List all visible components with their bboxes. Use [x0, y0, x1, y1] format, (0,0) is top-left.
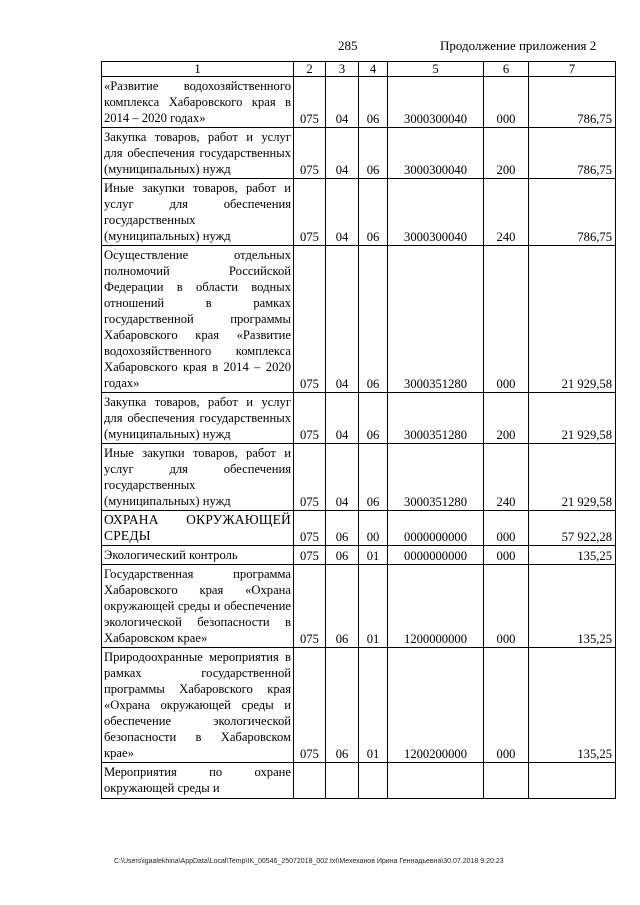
table-row	[102, 565, 616, 648]
cell-expense-type: 000	[484, 77, 529, 128]
cell-expense-type: 200	[484, 393, 529, 444]
cell-amount: 786,75	[529, 128, 616, 179]
table-row	[102, 77, 616, 128]
cell-code: 075	[294, 648, 326, 763]
column-header: 4	[359, 62, 388, 77]
cell-section: 06	[326, 546, 359, 565]
row-name: Природоохранные мероприятия в рамках государственной программы Хабаровского края «Охрана окружающей среды и обеспечение экологической безопасности в Хабаровском крае»	[102, 648, 294, 763]
cell-amount: 135,25	[529, 648, 616, 763]
cell-target: 3000351280	[388, 393, 484, 444]
cell-code: 075	[294, 77, 326, 128]
cell-section	[326, 763, 359, 799]
column-header: 7	[529, 62, 616, 77]
cell-amount: 21 929,58	[529, 246, 616, 393]
cell-amount	[529, 763, 616, 799]
table-row	[102, 246, 616, 393]
cell-section: 06	[326, 565, 359, 648]
cell-amount: 21 929,58	[529, 444, 616, 511]
cell-expense-type: 000	[484, 565, 529, 648]
column-header: 2	[294, 62, 326, 77]
cell-subsection	[359, 763, 388, 799]
cell-code: 075	[294, 444, 326, 511]
cell-code	[294, 763, 326, 799]
cell-expense-type: 000	[484, 648, 529, 763]
row-name: Иные закупки товаров, работ и услуг для обеспечения государственных (муниципальных) нужд	[102, 444, 294, 511]
table-row	[102, 128, 616, 179]
cell-section: 04	[326, 246, 359, 393]
row-name: Закупка товаров, работ и услуг для обеспечения государственных (муниципальных) нужд	[102, 393, 294, 444]
cell-target: 3000351280	[388, 444, 484, 511]
column-header: 5	[388, 62, 484, 77]
cell-expense-type: 000	[484, 546, 529, 565]
cell-code: 075	[294, 546, 326, 565]
table-row	[102, 444, 616, 511]
cell-section: 04	[326, 179, 359, 246]
table-row	[102, 393, 616, 444]
cell-subsection: 06	[359, 77, 388, 128]
cell-section: 04	[326, 444, 359, 511]
table-header-row	[102, 62, 616, 77]
cell-amount: 57 922,28	[529, 511, 616, 546]
row-name: Государственная программа Хабаровского края «Охрана окружающей среды и обеспечение экологической безопасности в Хабаровском крае»	[102, 565, 294, 648]
table-row	[102, 648, 616, 763]
cell-code: 075	[294, 393, 326, 444]
cell-subsection: 06	[359, 179, 388, 246]
column-header: 6	[484, 62, 529, 77]
cell-section: 04	[326, 128, 359, 179]
cell-expense-type: 240	[484, 179, 529, 246]
cell-expense-type: 240	[484, 444, 529, 511]
cell-code: 075	[294, 179, 326, 246]
table-row	[102, 763, 616, 799]
cell-expense-type: 000	[484, 246, 529, 393]
cell-target: 3000300040	[388, 77, 484, 128]
cell-amount: 21 929,58	[529, 393, 616, 444]
column-header: 1	[102, 62, 294, 77]
cell-target: 1200000000	[388, 565, 484, 648]
cell-target: 1200200000	[388, 648, 484, 763]
cell-amount: 786,75	[529, 179, 616, 246]
cell-target: 3000351280	[388, 246, 484, 393]
cell-subsection: 06	[359, 246, 388, 393]
cell-amount: 786,75	[529, 77, 616, 128]
cell-section: 06	[326, 511, 359, 546]
cell-subsection: 06	[359, 393, 388, 444]
cell-subsection: 00	[359, 511, 388, 546]
cell-target	[388, 763, 484, 799]
budget-table	[101, 61, 616, 799]
appendix-note: Продолжение приложения 2	[440, 38, 597, 53]
cell-code: 075	[294, 128, 326, 179]
cell-expense-type: 000	[484, 511, 529, 546]
cell-expense-type: 200	[484, 128, 529, 179]
cell-subsection: 06	[359, 444, 388, 511]
cell-subsection: 01	[359, 648, 388, 763]
row-name: Осуществление отдельных полномочий Российской Федерации в области водных отношений в рамках государственной программы Хабаровского края «Развитие водохозяйственного комплекса Хабаровского края в 2014 – 2020 годах»	[102, 246, 294, 393]
column-header: 3	[326, 62, 359, 77]
row-name: Иные закупки товаров, работ и услуг для обеспечения государственных (муниципальных) нужд	[102, 179, 294, 246]
cell-expense-type	[484, 763, 529, 799]
cell-section: 04	[326, 77, 359, 128]
cell-subsection: 01	[359, 546, 388, 565]
cell-target: 0000000000	[388, 546, 484, 565]
cell-code: 075	[294, 565, 326, 648]
cell-target: 3000300040	[388, 128, 484, 179]
cell-target: 0000000000	[388, 511, 484, 546]
row-name: «Развитие водохозяйственного комплекса Хабаровского края в 2014 – 2020 годах»	[102, 77, 294, 128]
page-number: 285	[338, 38, 358, 53]
cell-subsection: 01	[359, 565, 388, 648]
cell-target: 3000300040	[388, 179, 484, 246]
row-name: Мероприятия по охране окружающей среды и	[102, 763, 294, 799]
cell-amount: 135,25	[529, 565, 616, 648]
cell-amount: 135,25	[529, 546, 616, 565]
table-row	[102, 179, 616, 246]
cell-code: 075	[294, 511, 326, 546]
table-row	[102, 511, 616, 546]
cell-code: 075	[294, 246, 326, 393]
footer-file-path: C:\Users\igaalekhina\AppData\Local\Temp\IK_00546_25072018_002.txt\Мехеханов Ирина Геннадьевна\30.07.2018 9:20:23	[114, 858, 504, 865]
row-name: Экологический контроль	[102, 546, 294, 565]
cell-subsection: 06	[359, 128, 388, 179]
cell-section: 04	[326, 393, 359, 444]
row-name: ОХРАНА ОКРУЖАЮЩЕЙ СРЕДЫ	[102, 511, 294, 546]
row-name: Закупка товаров, работ и услуг для обеспечения государственных (муниципальных) нужд	[102, 128, 294, 179]
table-row	[102, 546, 616, 565]
cell-section: 06	[326, 648, 359, 763]
